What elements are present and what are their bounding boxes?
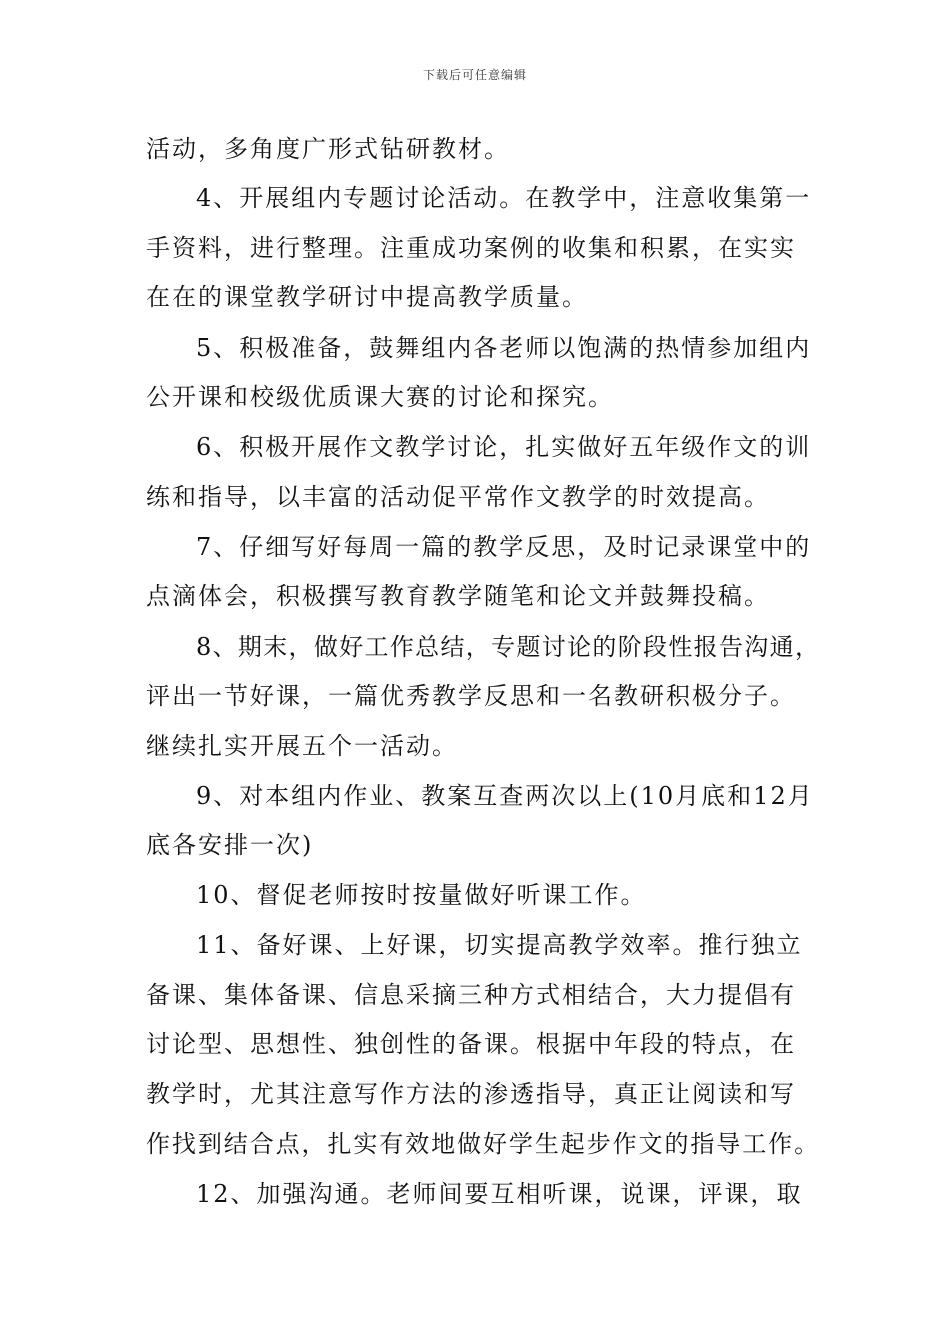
body-line: 9、对本组内作业、教案互查两次以上(10月底和12月 (196, 782, 814, 810)
body-line: 继续扎实开展五个一活动。 (146, 732, 458, 760)
body-line: 点滴体会，积极撰写教育教学随笔和论文并鼓舞投稿。 (146, 582, 770, 610)
body-line: 在在的课堂教学研讨中提高教学质量。 (146, 283, 588, 311)
body-line: 活动，多角度广形式钻研教材。 (146, 135, 510, 163)
body-line: 评出一节好课，一篇优秀教学反思和一名教研积极分子。 (146, 682, 796, 710)
body-line: 10、督促老师按时按量做好听课工作。 (196, 881, 647, 909)
body-line: 5、积极准备，鼓舞组内各老师以饱满的热情参加组内 (196, 334, 812, 362)
body-line: 公开课和校级优质课大赛的讨论和探究。 (146, 383, 614, 411)
body-line: 练和指导，以丰富的活动促平常作文教学的时效提高。 (146, 483, 770, 511)
body-line: 教学时，尤其注意写作方法的渗透指导，真正让阅读和写 (146, 1080, 796, 1108)
body-line: 作找到结合点，扎实有效地做好学生起步作文的指导工作。 (146, 1130, 820, 1158)
body-line: 12、加强沟通。老师间要互相听课，说课，评课，取 (196, 1180, 803, 1208)
body-line: 备课、集体备课、信息采摘三种方式相结合，大力提倡有 (146, 981, 796, 1009)
body-line: 手资料，进行整理。注重成功案例的收集和积累，在实实 (146, 234, 796, 262)
body-line: 8、期末，做好工作总结，专题讨论的阶段性报告沟通， (196, 633, 821, 661)
body-line: 11、备好课、上好课，切实提高教学效率。推行独立 (196, 931, 803, 959)
body-line: 4、开展组内专题讨论活动。在教学中，注意收集第一 (196, 184, 812, 212)
body-line: 7、仔细写好每周一篇的教学反思，及时记录课堂中的 (196, 533, 812, 561)
body-line: 底各安排一次) (146, 831, 314, 859)
page-header: 下载后可任意编辑 (422, 68, 527, 82)
body-line: 讨论型、思想性、独创性的备课。根据中年段的特点，在 (146, 1030, 796, 1058)
body-line: 6、积极开展作文教学讨论，扎实做好五年级作文的训 (196, 433, 812, 461)
